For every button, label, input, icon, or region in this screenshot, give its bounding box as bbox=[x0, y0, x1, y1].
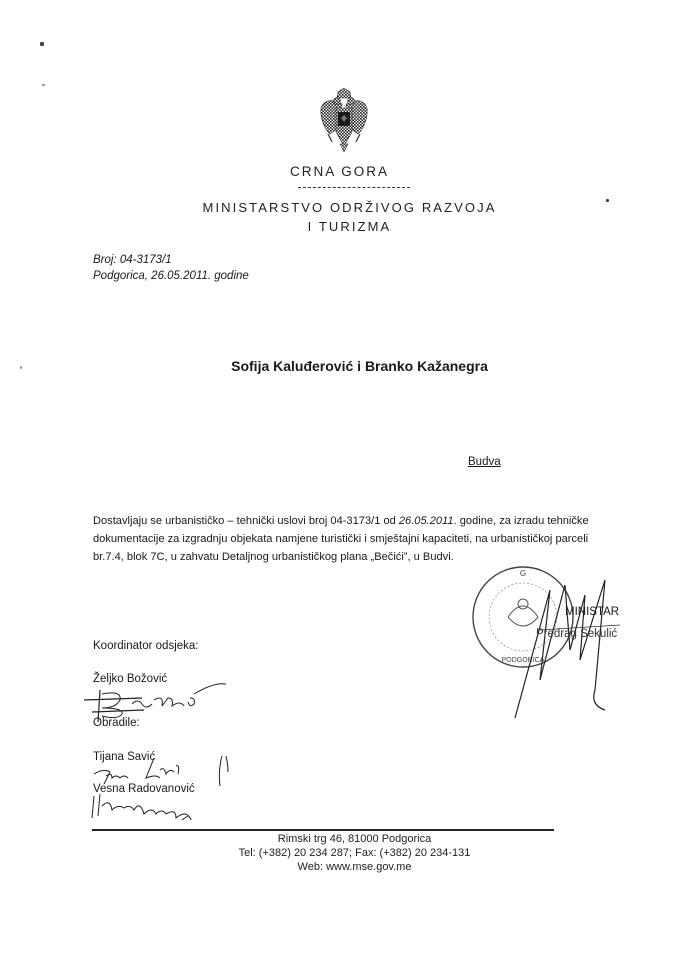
footer-address: Rimski trg 46, 81000 Podgorica bbox=[277, 833, 432, 845]
country-name: CRNA GORA bbox=[289, 164, 389, 179]
preparer-name-2: Vesna Radovanović bbox=[93, 783, 195, 795]
reference-place-date: Podgorica, 26.05.2011. godine bbox=[93, 270, 249, 282]
coordinator-handwritten-signature bbox=[82, 682, 242, 722]
coordinator-name: Željko Božović bbox=[93, 673, 168, 685]
body-date: 26.05.2011 bbox=[398, 515, 454, 527]
preparer-name-1: Tijana Savić bbox=[93, 751, 156, 763]
body-line-1 bbox=[93, 512, 593, 530]
coordinator-label: Koordinator odsjeka: bbox=[93, 640, 199, 652]
ministry-name-line2: I TURIZMA bbox=[307, 219, 392, 234]
body-line-3: br.7.4, blok 7C, u zahvatu Detaljnog urbanističkog plana „Bečići”, u Budvi. bbox=[93, 551, 454, 563]
footer-phone-fax: Tel: (+382) 20 234 287; Fax: (+382) 20 234-131 bbox=[238, 847, 471, 859]
coat-of-arms-icon bbox=[318, 88, 370, 154]
reference-number: Broj: 04-3173/1 bbox=[93, 254, 172, 266]
minister-title: MINISTAR bbox=[565, 606, 620, 618]
ministry-name-line1: MINISTARSTVO ODRŽIVOG RAZVOJA bbox=[202, 200, 497, 215]
letter-body bbox=[93, 512, 593, 566]
svg-text:G: G bbox=[519, 569, 527, 578]
prepared-by-label: Obradile: bbox=[93, 717, 140, 729]
minister-name: Predrag Sekulić bbox=[536, 628, 618, 640]
minister-handwritten-signature bbox=[510, 570, 630, 720]
preparer-2-handwritten-signature bbox=[90, 790, 250, 820]
body-text-segment: . godine, za izradu tehničke bbox=[453, 515, 589, 527]
footer-website[interactable]: Web: www.mse.gov.me bbox=[297, 861, 412, 873]
scan-speck bbox=[42, 84, 45, 86]
scan-speck bbox=[40, 42, 44, 46]
body-text-segment: Dostavljaju se urbanističko – tehnički uslovi broj 04-3173/1 od bbox=[93, 515, 399, 527]
body-line-2: dokumentacije za izgradnju objekata namjene turistički i smještajni kapaciteti, na urbanističkoj parceli bbox=[93, 533, 589, 545]
svg-text:PODGORICA: PODGORICA bbox=[501, 657, 545, 664]
footer-divider bbox=[92, 829, 554, 831]
recipient-city: Budva bbox=[468, 456, 501, 468]
header-divider bbox=[298, 187, 410, 188]
recipient-names: Sofija Kaluđerović i Branko Kažanegra bbox=[231, 358, 488, 374]
